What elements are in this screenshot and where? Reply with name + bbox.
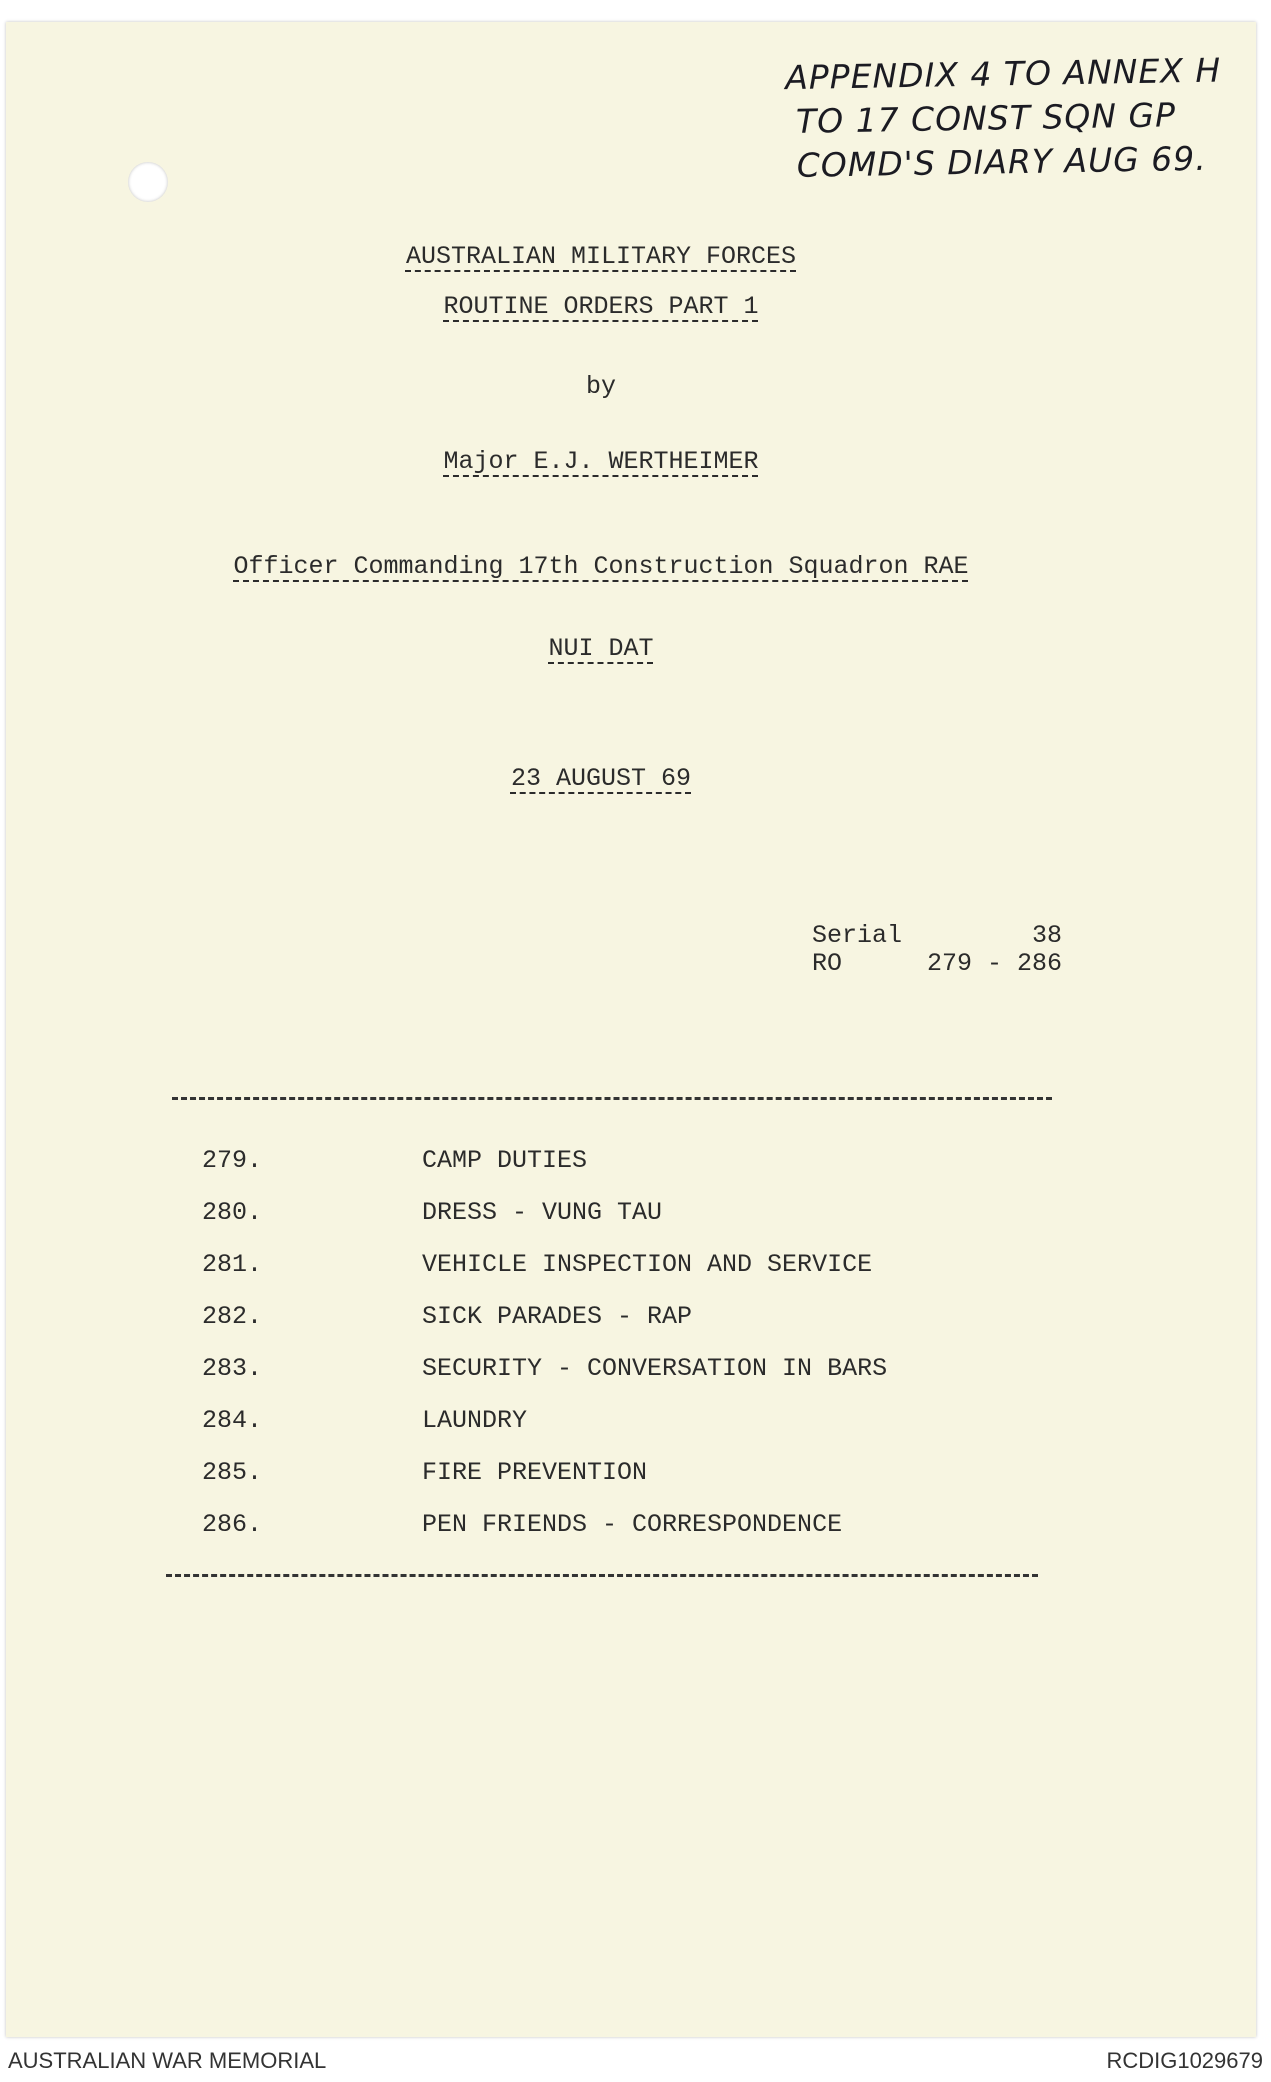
list-item xyxy=(202,1342,1002,1394)
footer-reference-id: RCDIG1029679 xyxy=(1106,2048,1263,2073)
list-item xyxy=(202,1290,1002,1342)
punch-hole xyxy=(128,162,168,202)
serial-number: 38 xyxy=(1031,921,1062,950)
item-title: LAUNDRY xyxy=(422,1405,528,1435)
heading-line-1: AUSTRALIAN MILITARY FORCES xyxy=(405,242,797,271)
item-number: 284. xyxy=(202,1405,263,1435)
list-item xyxy=(202,1186,1002,1238)
annotation-line: APPENDIX 4 TO ANNEX H xyxy=(784,50,1222,98)
item-number: 281. xyxy=(202,1249,263,1279)
serial-label: Serial xyxy=(812,921,903,950)
item-title: VEHICLE INSPECTION AND SERVICE xyxy=(422,1249,873,1279)
heading-by: by xyxy=(585,372,616,401)
item-number: 286. xyxy=(202,1509,263,1539)
footer-source: AUSTRALIAN WAR MEMORIAL xyxy=(8,2048,327,2073)
item-title: DRESS - VUNG TAU xyxy=(422,1197,663,1227)
item-title: FIRE PREVENTION xyxy=(422,1457,648,1487)
orders-index xyxy=(202,1134,1002,1550)
heading-line-2: ROUTINE ORDERS PART 1 xyxy=(443,292,759,321)
item-number: 279. xyxy=(202,1145,263,1175)
serial-block xyxy=(812,922,1062,978)
list-item xyxy=(202,1394,1002,1446)
item-title: CAMP DUTIES xyxy=(422,1145,588,1175)
divider-top xyxy=(172,1097,1052,1100)
list-item xyxy=(202,1446,1002,1498)
ro-label: RO xyxy=(812,949,843,978)
document-page xyxy=(6,22,1256,2037)
item-number: 285. xyxy=(202,1457,263,1487)
ro-range: 279 - 286 xyxy=(926,949,1062,978)
order-date: 23 AUGUST 69 xyxy=(510,764,692,793)
item-title: SICK PARADES - RAP xyxy=(422,1301,693,1331)
item-number: 280. xyxy=(202,1197,263,1227)
item-number: 282. xyxy=(202,1301,263,1331)
annotation-line: TO 17 CONST SQN GP xyxy=(795,95,1177,141)
list-item xyxy=(202,1238,1002,1290)
list-item xyxy=(202,1498,1002,1550)
officer-name: Major E.J. WERTHEIMER xyxy=(443,447,759,476)
divider-bottom xyxy=(166,1574,1038,1577)
list-item xyxy=(202,1134,1002,1186)
item-number: 283. xyxy=(202,1353,263,1383)
item-title: SECURITY - CONVERSATION IN BARS xyxy=(422,1353,888,1383)
handwritten-annotation xyxy=(785,48,1257,188)
item-title: PEN FRIENDS - CORRESPONDENCE xyxy=(422,1509,843,1539)
location: NUI DAT xyxy=(548,634,654,663)
officer-appointment: Officer Commanding 17th Construction Squadron RAE xyxy=(233,552,969,581)
annotation-line: COMD'S DIARY AUG 69. xyxy=(796,138,1208,185)
